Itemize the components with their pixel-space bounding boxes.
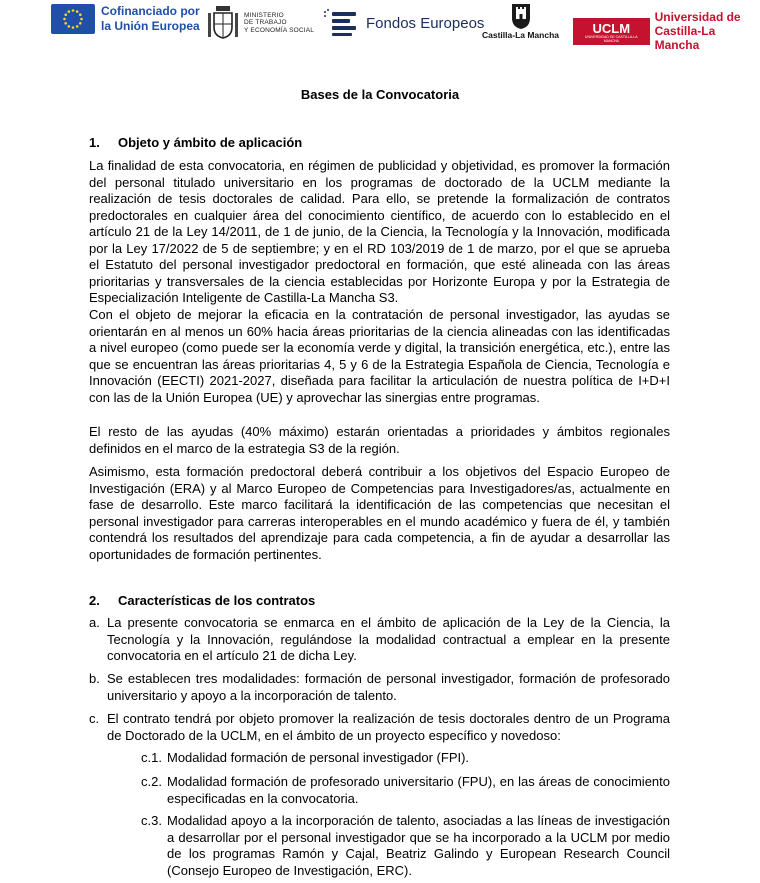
eu-logo <box>51 4 200 34</box>
ministry-line3: Y ECONOMÍA SOCIAL <box>244 26 315 34</box>
uclm-logo <box>573 10 760 52</box>
section-number: 1. <box>89 135 100 150</box>
list-marker: c.2. <box>141 774 162 789</box>
uclm-badge-subtext: UNIVERSIDAD DE CASTILLA-LA MANCHA <box>584 34 638 43</box>
list-item-text: Modalidad formación de personal investigador (FPI). <box>167 750 470 765</box>
ministry-line2: DE TRABAJO <box>244 19 287 27</box>
fondos-europeos-text: Fondos Europeos <box>366 14 485 32</box>
uclm-badge <box>573 18 650 45</box>
paragraph: La finalidad de esta convocatoria, en régimen de publicidad y objetividad, es promover la formación del personal titulado universitario en los programas de doctorado de la UCLM mediante la realización de tesis doctorales de calidad. Para ello, se pretende la formalización de contratos predoctorales en cualquier área del conocimiento científico, de acuerdo con lo establecido en el artículo 21 de la Ley 14/2011, de 1 de junio, de la Ciencia, la Tecnología y la Innovación, modificada por la Ley 17/2022 de 5 de septiembre; y en el RD 103/2019 de 1 de marzo, por el que se aprueba el Estatuto del personal investigador predoctoral en formación, que esté alineada con las áreas prioritarias y transversales de la ciencia establecidas por Horizonte Europa y por la Estrategia de Especialización Inteligente de Castilla-La Mancha S3. <box>89 158 670 305</box>
section-1-heading <box>89 135 302 150</box>
list-marker: b. <box>89 671 100 686</box>
list-marker: c.3. <box>141 813 162 828</box>
castle-shield-icon <box>510 2 532 30</box>
list-item-text: Se establecen tres modalidades: formación de personal investigador, formación de profesorado universitario y apoyo a la incorporación de talento. <box>107 671 670 703</box>
document-title: Bases de la Convocatoria <box>300 87 460 102</box>
castilla-la-mancha-text: Castilla-La Mancha <box>482 30 559 40</box>
uclm-name-line2: Castilla-La Mancha <box>654 24 716 52</box>
list-marker: c.1. <box>141 750 162 765</box>
castilla-la-mancha-logo <box>482 2 559 40</box>
paragraph: Asimismo, esta formación predoctoral deberá contribuir a los objetivos del Espacio Europeo de Investigación (ERA) y al Marco Europeo de Competencias para Investigadores/as, actualmente en fase de desarrollo. Este marco facilitará la identificación de las competencias que necesitan el personal investigador para carreras interoperables en el mundo académico y fuera de él, y también contendrá los resultados del aprendizaje para cada competencia, a fin de ayudar a desarrollar las oportunidades de formación pertinentes. <box>89 464 670 562</box>
list-item <box>89 711 670 744</box>
ministry-line1: MINISTERIO <box>244 11 284 19</box>
sub-list-item <box>141 750 670 767</box>
list-item <box>89 671 670 704</box>
section-title: Características de los contratos <box>118 593 316 608</box>
fondos-europeos-logo <box>322 8 484 38</box>
paragraph: Con el objeto de mejorar la eficacia en la contratación de personal investigador, las ayudas se orientarán en al menos un 60% hacia áreas prioritarias de la ciencia alineadas con las identificadas a nivel europeo (como puede ser la economía verde y digital, la transición energética, etc.), entre las que se encuentran las áreas prioritarias 4, 5 y 6 de la Estrategia Española de Ciencia, Tecnología e Innovación (EECTI) 2021-2027, diseñada para facilitar la articulación de nuestra política de I+D+I con las de la Unión Europea (UE) y aprovechar las sinergias entre programas. <box>89 307 670 405</box>
list-marker: a. <box>89 615 100 630</box>
list-item-text: La presente convocatoria se enmarca en el ámbito de aplicación de la Ley de la Ciencia, la Tecnología y la Innovación, regulándose la modalidad contractual a emplear en la presente convocatoria en el artículo 21 de dicha Ley. <box>107 615 670 663</box>
list-item-text: Modalidad formación de profesorado universitario (FPU), en las áreas de conocimiento especificadas en la convocatoria. <box>167 774 670 806</box>
uclm-badge-text: UCLM <box>592 20 631 36</box>
sub-list-item <box>141 774 670 807</box>
eu-text-line2: la Unión Europea <box>101 19 200 33</box>
ministry-logo <box>206 4 314 42</box>
header-logos <box>0 0 760 50</box>
uclm-name-line1: Universidad de <box>654 10 741 24</box>
section-title: Objeto y ámbito de aplicación <box>118 135 303 150</box>
eu-flag-icon <box>51 4 95 34</box>
eu-text-line1: Cofinanciado por <box>101 4 200 18</box>
list-item <box>89 615 670 665</box>
sub-list-item <box>141 813 670 879</box>
list-item-text: El contrato tendrá por objeto promover la realización de tesis doctorales dentro de un Programa de Doctorado de la UCLM, en el ámbito de un proyecto específico y novedoso: <box>107 711 670 743</box>
fondos-europeos-icon <box>322 8 360 38</box>
section-number: 2. <box>89 593 100 608</box>
list-marker: c. <box>89 711 100 726</box>
spain-coat-of-arms-icon <box>206 4 240 42</box>
list-item-text: Modalidad apoyo a la incorporación de talento, asociadas a las líneas de investigación a desarrollar por el personal investigador que se ha incorporado a la UCLM por medio de los programas Ramón y Cajal, Beatriz Galindo y European Research Council (Consejo Europeo de Investigación, ERC). <box>167 813 670 878</box>
paragraph: El resto de las ayudas (40% máximo) estarán orientadas a prioridades y ámbitos regionales definidos en el marco de la estrategia S3 de la región. <box>89 424 670 456</box>
section-2-heading <box>89 593 315 608</box>
